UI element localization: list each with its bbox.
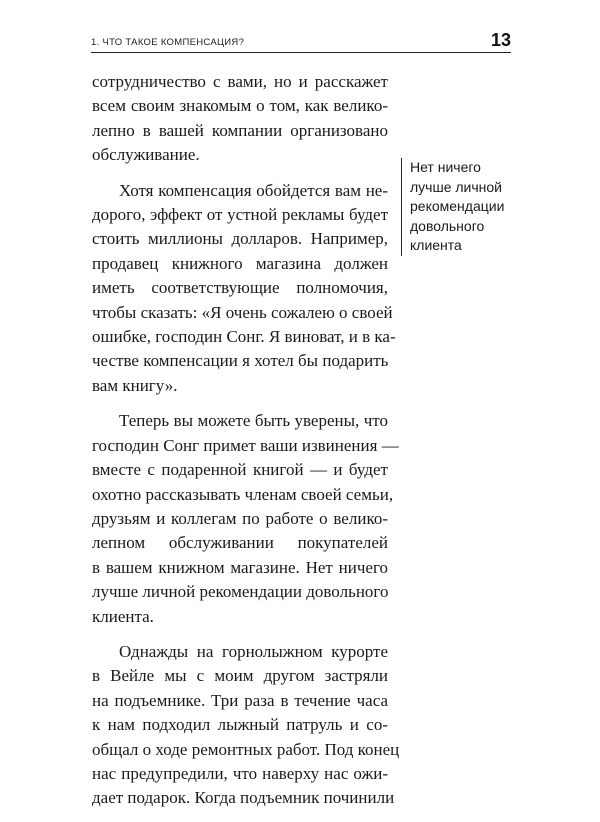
text-line: честве компенсации я хотел бы подарить bbox=[92, 351, 389, 371]
text-line: в Вейле мы с моим другом застряли bbox=[92, 666, 388, 686]
body-text bbox=[92, 70, 400, 822]
pull-quote-line: Нет ничего bbox=[410, 159, 481, 175]
text-line: дорого, эффект от устной рекламы будет bbox=[92, 205, 388, 225]
text-line: иметь соответствующие полномочия, bbox=[92, 278, 388, 298]
text-line: лепном обслуживании покупателей bbox=[92, 533, 388, 553]
text-line: сотрудничество с вами, но и расскажет bbox=[92, 72, 388, 91]
text-line: всем своим знакомым о том, как велико- bbox=[92, 96, 388, 116]
text-line: охотно рассказывать членам своей семьи, bbox=[92, 484, 394, 504]
text-line: друзьям и коллегам по работе о велико- bbox=[92, 508, 388, 528]
text-line: дает подарок. Когда подъемник починили bbox=[92, 788, 395, 808]
text-line: к нам подходил лыжный патруль и со- bbox=[92, 715, 388, 735]
paragraph bbox=[92, 409, 399, 629]
running-title: 1. ЧТО ТАКОЕ КОМПЕНСАЦИЯ? bbox=[91, 37, 245, 48]
page-number: 13 bbox=[490, 30, 511, 50]
paragraph bbox=[92, 640, 400, 811]
text-line: лепно в вашей компании организовано bbox=[92, 120, 388, 140]
text-line: Однажды на горнолыжном курорте bbox=[119, 641, 388, 661]
pull-quote-line: лучше личной bbox=[410, 178, 502, 195]
pull-quote-line: рекомендации bbox=[410, 198, 505, 214]
text-line: Теперь вы можете быть уверены, что bbox=[119, 411, 388, 431]
text-line: общал о ходе ремонтных работ. Под конец bbox=[92, 739, 400, 759]
paragraph bbox=[92, 179, 396, 399]
text-line: продавец книжного магазина должен bbox=[92, 253, 388, 273]
pull-quote-line: клиента bbox=[410, 237, 462, 253]
text-line: чтобы сказать: «Я очень сожалею о своей bbox=[92, 302, 393, 322]
text-line: клиента. bbox=[92, 606, 154, 626]
text-line: ошибке, господин Сонг. Я виноват, и в ка- bbox=[92, 327, 396, 347]
text-line: лучше личной рекомендации довольного bbox=[92, 582, 389, 602]
text-line: нас предупредили, что наверху нас ожи- bbox=[92, 763, 388, 783]
text-line: обслуживание. bbox=[92, 145, 200, 165]
paragraph bbox=[92, 70, 388, 168]
text-line: в вашем книжном магазине. Нет ничего bbox=[92, 557, 388, 577]
running-head bbox=[91, 30, 511, 53]
text-line: Хотя компенсация обойдется вам не- bbox=[119, 180, 388, 200]
text-line: господин Сонг примет ваши извинения — bbox=[92, 435, 399, 455]
text-line: вместе с подаренной книгой — и будет bbox=[92, 460, 388, 480]
text-line: стоить миллионы долларов. Например, bbox=[92, 229, 388, 249]
pull-quote-line: довольного bbox=[410, 217, 485, 234]
margin-pull-quote bbox=[401, 158, 520, 256]
text-line: на подъемнике. Три раза в течение часа bbox=[92, 690, 388, 710]
text-line: вам книгу». bbox=[92, 375, 178, 395]
